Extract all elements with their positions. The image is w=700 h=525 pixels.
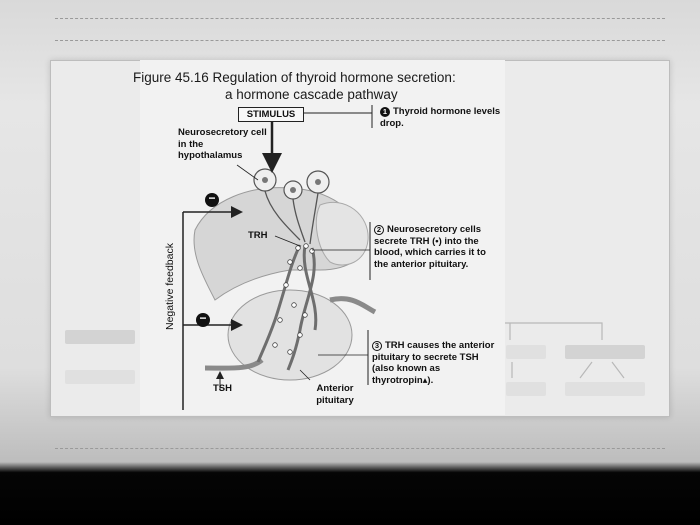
figure-title: Figure 45.16 Regulation of thyroid hormone secretion: xyxy=(133,70,456,85)
neurosecretory-pointer xyxy=(237,165,258,180)
step2-text: Neurosecretory cells secrete TRH (•) into the blood, which carries it to the anterior pituitary. xyxy=(374,224,486,270)
anterior-pituitary-label: Anterior pituitary xyxy=(316,383,354,406)
step1-number-icon: 1 xyxy=(380,107,390,117)
stimulus-label: STIMULUS xyxy=(238,107,304,122)
inhibit-symbol-2: − xyxy=(199,311,207,325)
step1-label xyxy=(380,106,505,129)
step3-label xyxy=(372,340,502,386)
trh-label: TRH xyxy=(248,230,268,241)
step3-text: TRH causes the anterior pituitary to secrete TSH (also known as thyrotropin▴). xyxy=(372,340,495,386)
step2-number-icon: 2 xyxy=(374,225,384,235)
step1-text: Thyroid hormone levels drop. xyxy=(380,106,501,129)
tsh-label: TSH xyxy=(213,383,232,394)
step3-number-icon: 3 xyxy=(372,341,382,351)
inhibit-symbol-1: − xyxy=(208,191,216,205)
neurosecretory-label: Neurosecretory cell in the hypothalamus xyxy=(178,127,267,161)
negative-feedback-label: Negative feedback xyxy=(164,243,176,330)
figure-subtitle: a hormone cascade pathway xyxy=(225,87,398,102)
step2-label xyxy=(374,224,499,270)
faint-target-arrows xyxy=(505,323,624,378)
